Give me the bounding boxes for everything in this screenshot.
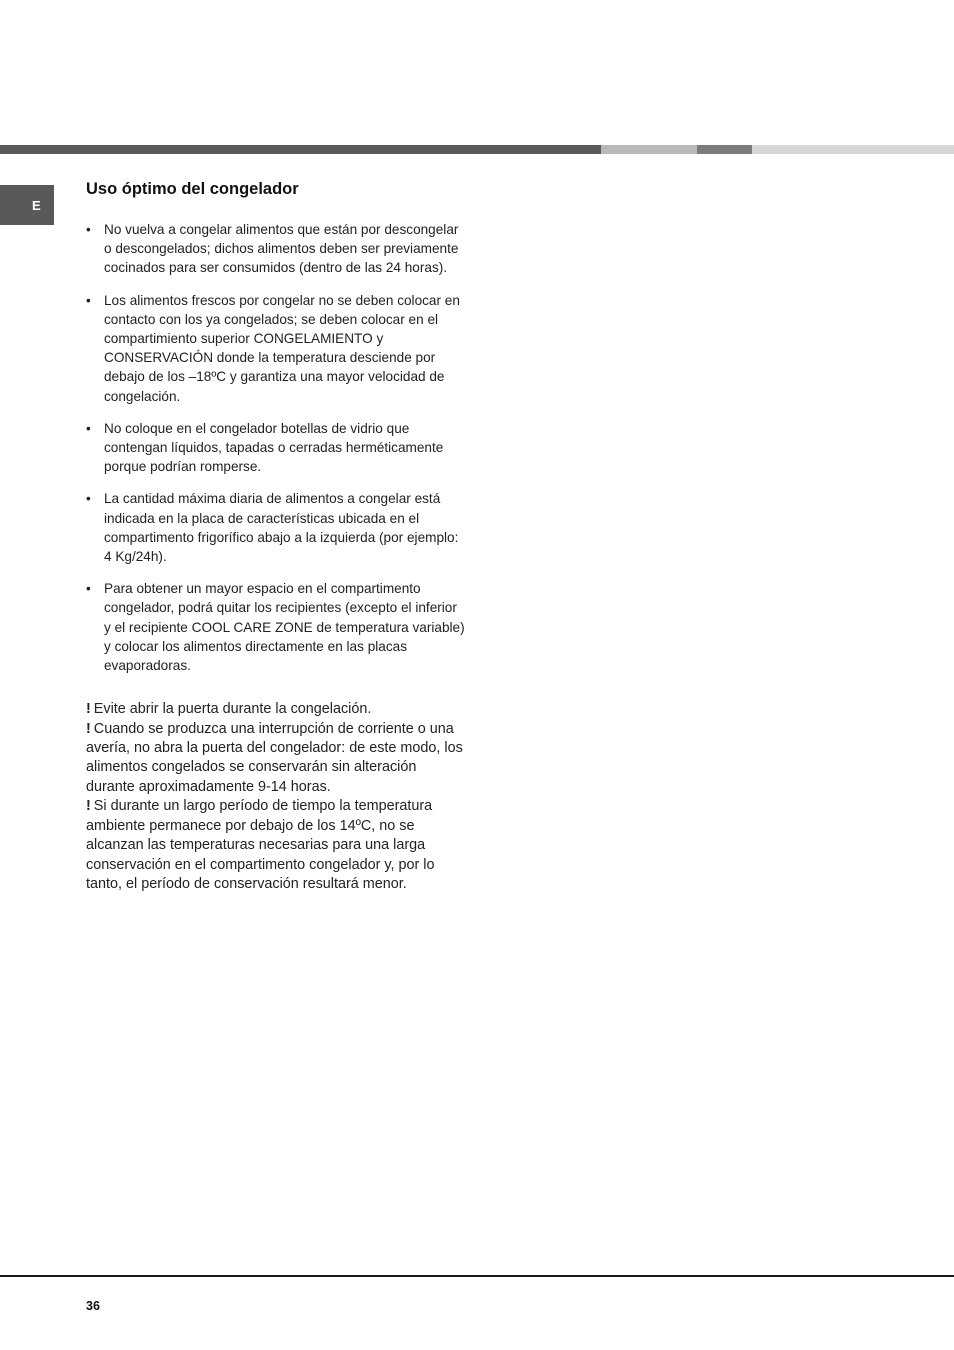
list-item — [86, 419, 466, 477]
bullet-dot: • — [86, 292, 91, 308]
warning-mark: ! — [86, 701, 91, 718]
header-color-bar — [0, 145, 954, 154]
warning-note-text: Evite abrir la puerta durante la congelación. — [93, 701, 372, 718]
warning-note-text: Cuando se produzca una interrupción de corriente o una avería, no abra la puerta del congelador: de este modo, los alimentos congelados se conservarán sin alteración durante aproximadamente 9-14 horas. — [86, 720, 463, 795]
header-bar-segment-mid — [697, 145, 752, 154]
bullet-dot: • — [86, 581, 91, 597]
list-item-text: La cantidad máxima diaria de alimentos a congelar está indicada en la placa de características ubicada en el compartimento frigorífico abajo a la izquierda (por ejemplo: 4 Kg/24h). — [104, 491, 459, 565]
list-item-text: Para obtener un mayor espacio en el compartimento congelador, podrá quitar los recipientes (excepto el inferior y el recipiente COOL CARE ZONE de temperatura variable) y colocar los alimentos directamente en las placas evaporadoras. — [104, 581, 465, 674]
list-item — [86, 291, 466, 406]
list-item — [86, 220, 466, 278]
warning-note — [86, 720, 466, 798]
footer-rule — [0, 1275, 954, 1277]
bullet-dot: • — [86, 420, 91, 436]
main-content — [86, 178, 466, 894]
warning-notes — [86, 700, 466, 894]
header-bar-segment-lightest — [752, 145, 954, 154]
header-bar-segment-light — [601, 145, 697, 154]
list-item-text: Los alimentos frescos por congelar no se deben colocar en contacto con los ya congelados; se deben colocar en el compartimiento superior CONGELAMIENTO y CONSERVACIÓN donde la temperatura desciende por debajo de los –18ºC y garantiza una mayor velocidad de congelación. — [104, 292, 460, 404]
language-tab-label: E — [32, 197, 41, 213]
page-number: 36 — [86, 1299, 100, 1313]
language-tab — [0, 185, 54, 225]
list-item — [86, 489, 466, 566]
list-item-text: No vuelva a congelar alimentos que están por descongelar o descongelados; dichos alimentos deben ser previamente cocinados para ser consumidos (dentro de las 24 horas). — [104, 222, 459, 276]
section-title: Uso óptimo del congelador — [86, 180, 299, 198]
bullet-dot: • — [86, 491, 91, 507]
header-bar-segment-dark — [0, 145, 601, 154]
warning-note — [86, 700, 466, 719]
list-item-text: No coloque en el congelador botellas de vidrio que contengan líquidos, tapadas o cerradas herméticamente porque podrían romperse. — [104, 420, 444, 475]
warning-mark: ! — [86, 798, 91, 815]
bullet-dot: • — [86, 222, 91, 237]
list-item — [86, 579, 466, 675]
bullet-list — [86, 220, 466, 675]
warning-note-text: Si durante un largo período de tiempo la temperatura ambiente permanece por debajo de los 14ºC, no se alcanzan las temperaturas necesarias para una larga conservación en el compartimento congelador y, por lo tanto, el período de conservación resultará menor. — [86, 798, 435, 892]
warning-mark: ! — [86, 720, 91, 737]
warning-note — [86, 797, 466, 894]
